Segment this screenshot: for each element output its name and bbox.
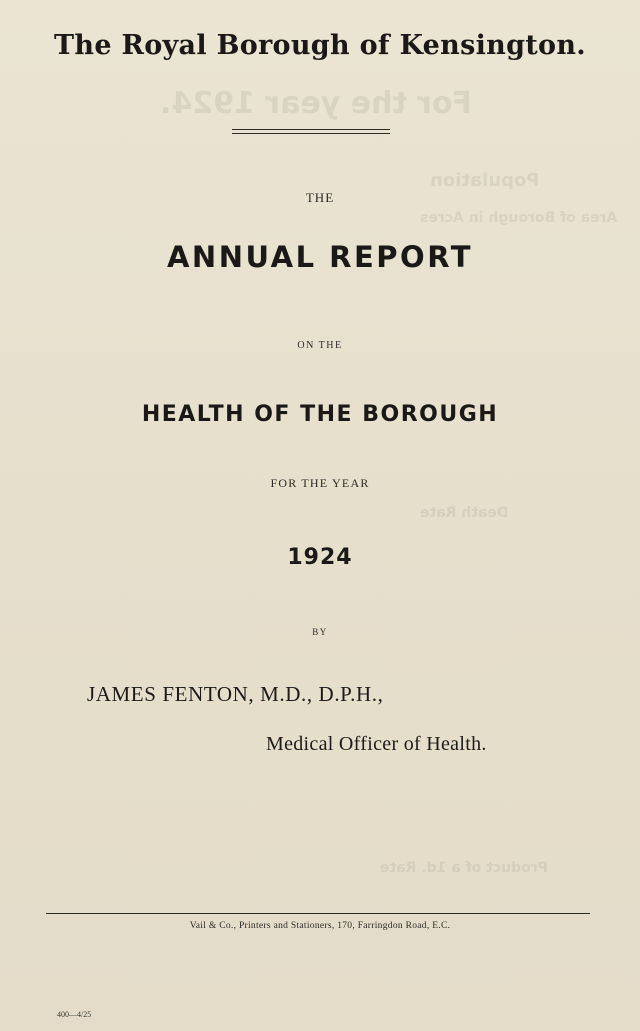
double-rule-divider <box>232 129 390 134</box>
report-title: ANNUAL REPORT <box>166 240 474 274</box>
by-label: BY <box>312 627 328 637</box>
the-label: THE <box>305 190 335 205</box>
borough-heading: The Royal Borough of Kensington. <box>54 30 586 61</box>
author-name: JAMES FENTON, M.D., D.P.H., <box>87 682 384 706</box>
for-the-year-label: FOR THE YEAR <box>270 476 370 490</box>
print-run-code: 400—4/25 <box>57 1010 92 1019</box>
author-office: Medical Officer of Health. <box>266 733 487 755</box>
bleed-through-text: Death Rate <box>420 505 509 521</box>
bleed-through-text: Area of Borough in Acres <box>420 210 618 226</box>
report-year: 1924 <box>287 545 353 570</box>
bleed-through-text: For the year 1924. <box>160 86 472 121</box>
printer-imprint: Vail & Co., Printers and Stationers, 170, Farringdon Road, E.C. <box>189 921 451 931</box>
bleed-through-text: Population <box>430 170 540 191</box>
bottom-rule-divider <box>46 913 590 914</box>
bleed-through-text: Product of a 1d. Rate <box>380 860 548 876</box>
on-the-label: ON THE <box>297 340 343 351</box>
report-subject: HEALTH OF THE BOROUGH <box>141 402 499 427</box>
